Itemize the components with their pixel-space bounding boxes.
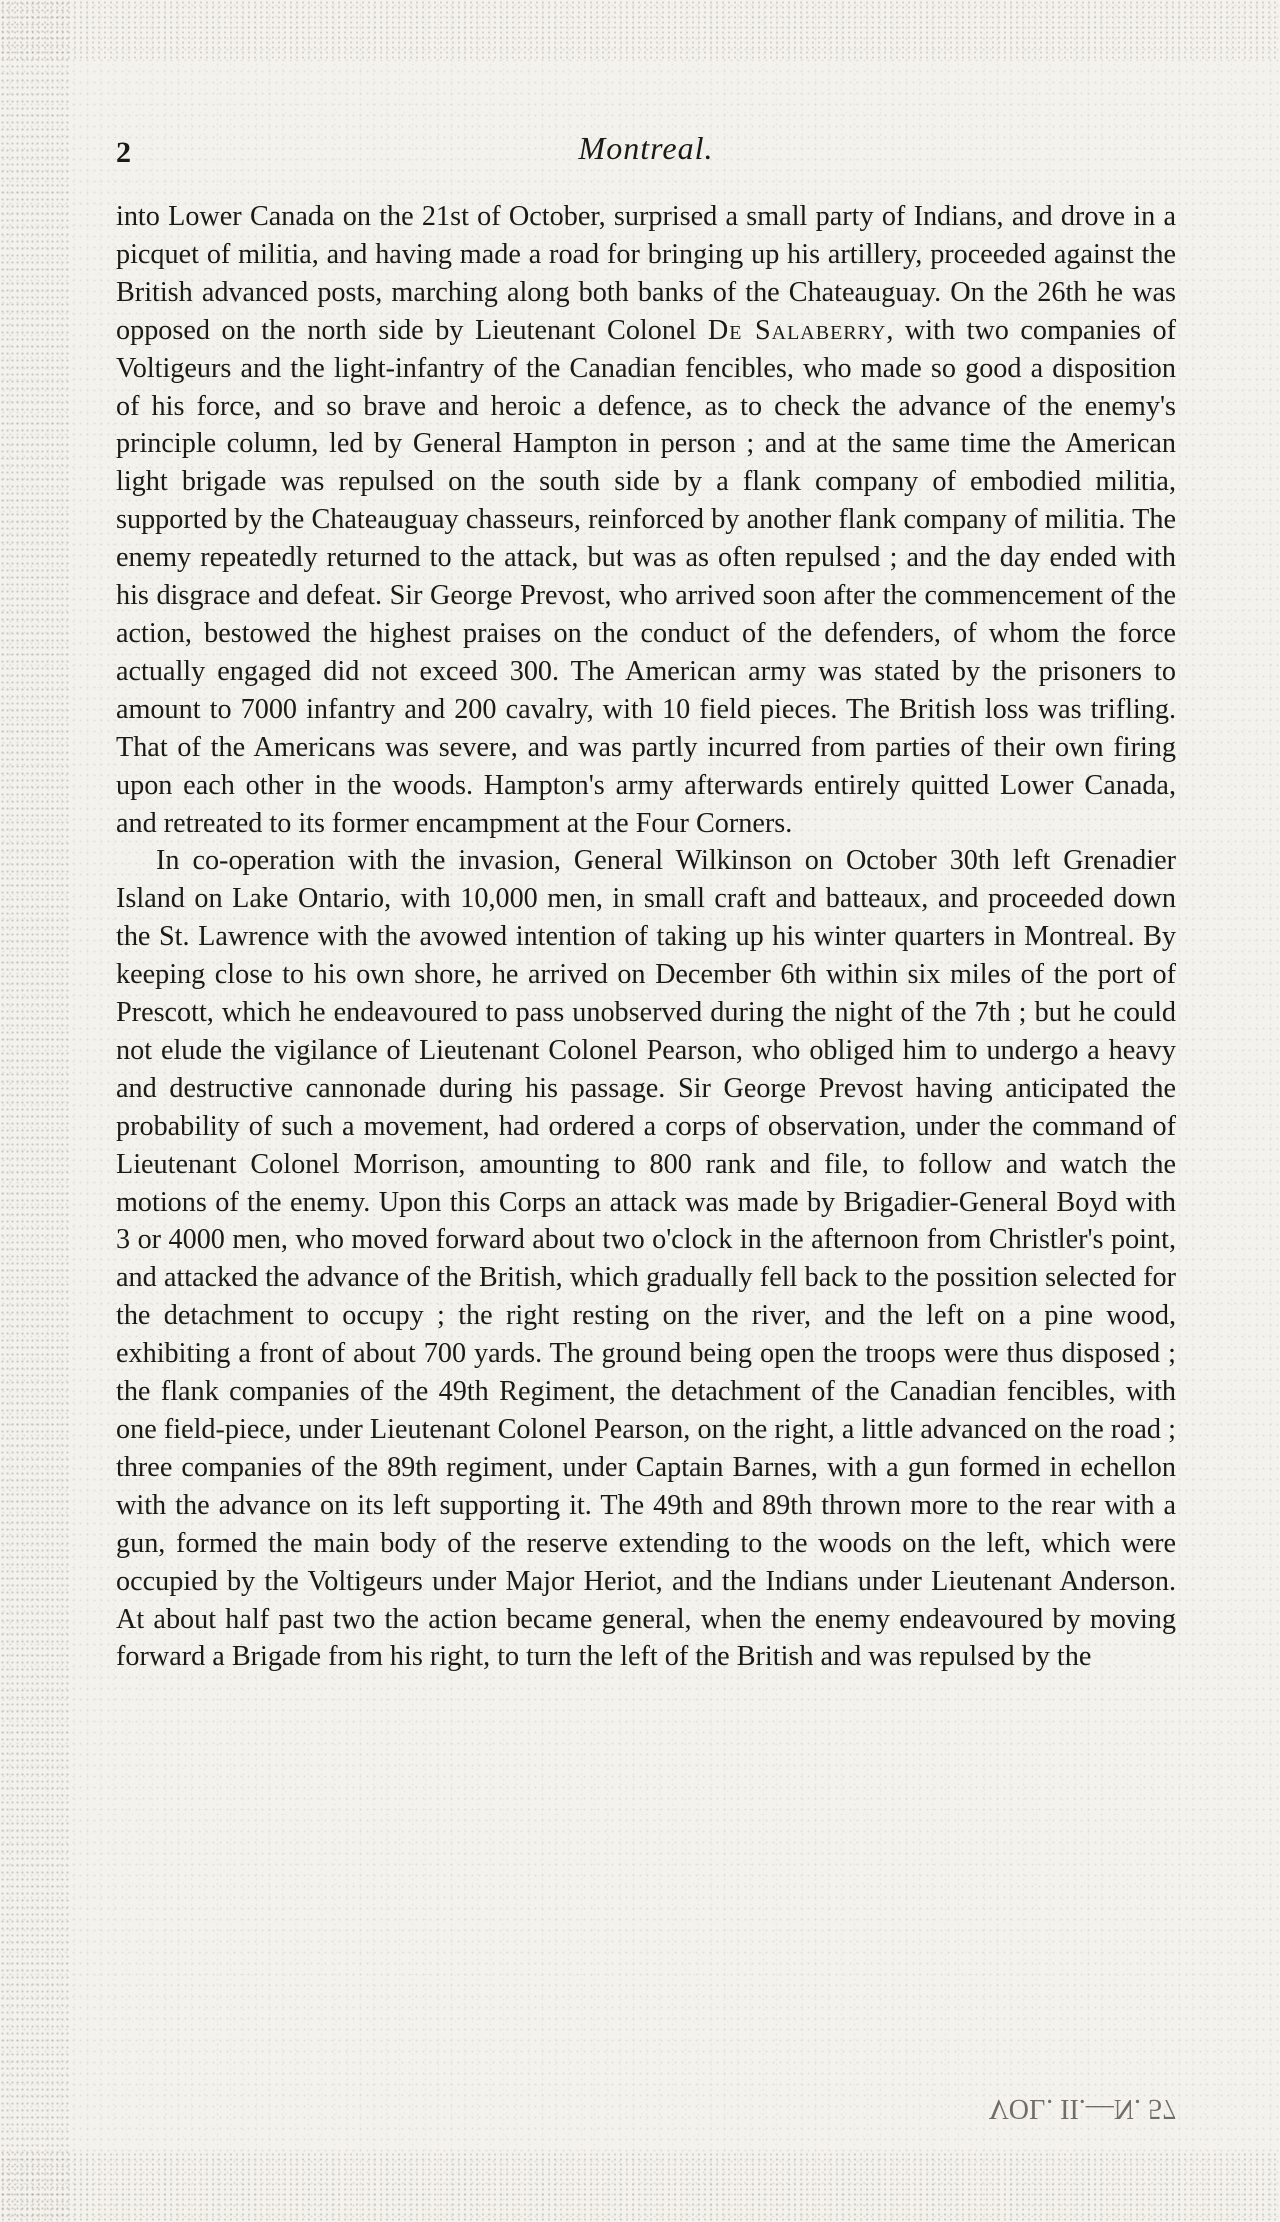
name-de-salaberry: De Salaberry	[707, 314, 887, 346]
paragraph-1	[116, 198, 1176, 842]
paragraph-2: In co-operation with the invasion, General Wilkinson on October 30th left Grenadier Island on Lake Ontario, with 10,000 men, in small craft and batteaux, and proceeded down the St. Lawrence with the avowed intention of taking up his winter quarters in Montreal. By keeping close to his own shore, he arrived on December 6th within six miles of the port of Prescott, which he endeavoured to pass unobserved during the night of the 7th ; but he could not elude the vigilance of Lieutenant Colonel Pearson, who obliged him to undergo a heavy and destructive cannonade during his passage. Sir George Prevost having anticipated the probability of such a movement, had ordered a corps of observation, under the command of Lieutenant Colonel Morrison, amounting to 800 rank and file, to follow and watch the motions of the enemy. Upon this Corps an attack was made by Brigadier-General Boyd with 3 or 4000 men, who moved forward about two o'clock in the afternoon from Christler's point, and attacked the advance of the British, which gradually fell back to the possition selected for the detachment to occupy ; the right resting on the river, and the left on a pine wood, exhibiting a front of about 700 yards. The ground being open the troops were thus disposed ; the flank companies of the 49th Regiment, the detachment of the Canadian fencibles, with one field-piece, under Lieutenant Colonel Pearson, on the right, a little advanced on the road ; three companies of the 89th regiment, under Captain Barnes, with a gun formed in echellon with the advance on its left supporting it. The 49th and 89th thrown more to the rear with a gun, formed the main body of the reserve extending to the woods on the left, which were occupied by the Voltigeurs under Major Heriot, and the Indians under Lieutenant Anderson. At about half past two the action became general, when the enemy endeavoured by moving forward a Brigade from his right, to turn the left of the British and was repulsed by the	[116, 845, 1176, 1673]
scan-noise-bottom-edge	[0, 2152, 1280, 2222]
scan-noise-left-edge	[0, 0, 70, 2222]
running-head	[116, 120, 1176, 180]
book-page	[116, 120, 1176, 2124]
paragraph-1-text-after: , with two companies of Voltigeurs and the light-infantry of the Canadian fencibles, who made so good a disposition of his force, and so brave and heroic a defence, as to check the advance of the enemy's principle column, led by General Hampton in person ; and at the same time the American light brigade was repulsed on the south side by a flank company of embodied militia, supported by the Chateauguay chasseurs, reinforced by another flank company of militia. The enemy repeatedly returned to the attack, but was as often repulsed ; and the day ended with his disgrace and defeat. Sir George Prevost, who arrived soon after the commencement of the action, bestowed the highest praises on the conduct of the defenders, of whom the force actually engaged did not exceed 300. The American army was stated by the prisoners to amount to 7000 infantry and 200 cavalry, with 10 field pieces. The British loss was trifling. That of the Americans was severe, and was partly incurred from parties of their own firing upon each other in the woods. Hampton's army afterwards entirely quitted Lower Canada, and retreated to its former encampment at the Four Corners.	[116, 314, 1176, 839]
running-title: Montreal.	[578, 130, 714, 166]
body-text	[116, 198, 1176, 1676]
bleed-through-catchword: VOL. II.—N. 57	[988, 2093, 1176, 2124]
page-number: 2	[116, 136, 131, 169]
paragraph-1-text-before: into Lower Canada on the 21st of October, surprised a small party of Indians, and drove in a picquet of militia, and having made a road for bringing up his artillery, proceeded against the British advanced posts, marching along both banks of the Chateauguay. On the 26th he was opposed on the north side by Lieutenant Colonel	[116, 201, 1176, 346]
scan-noise-top-edge	[0, 0, 1280, 60]
